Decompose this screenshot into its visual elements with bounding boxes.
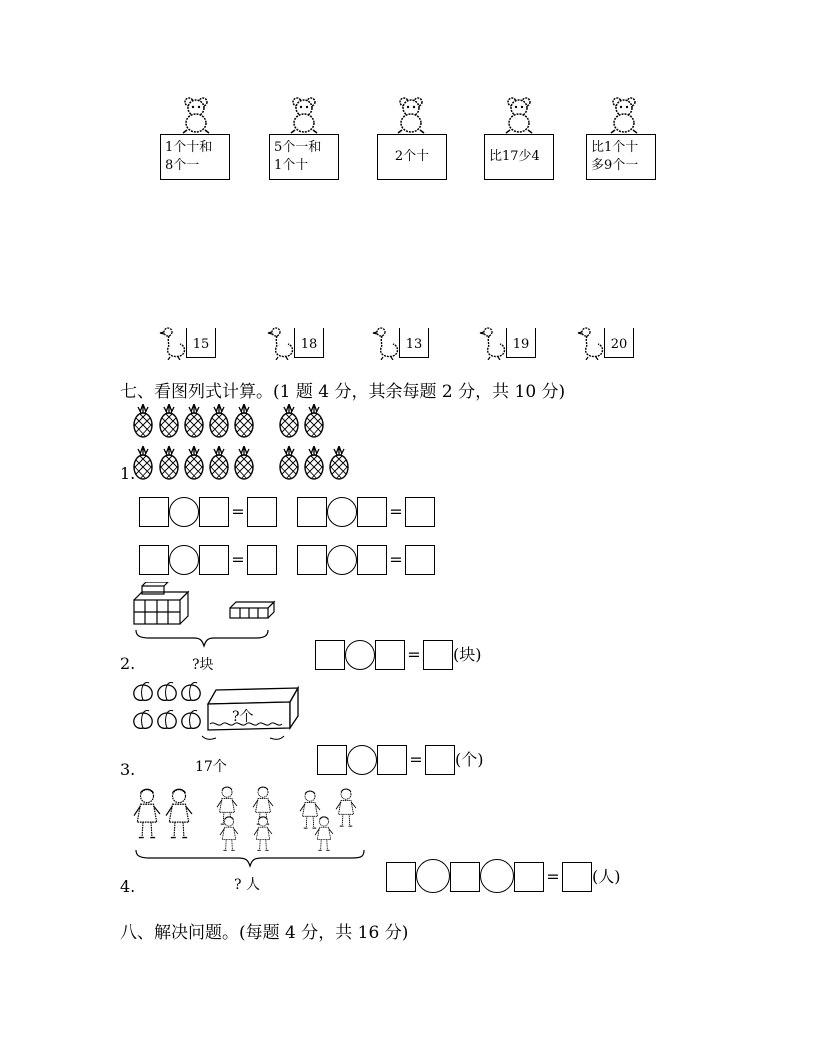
match-card: [484, 134, 554, 180]
section-7-heading: 七、看图列式计算。(1 题 4 分，其余每题 2 分，共 10 分): [120, 382, 566, 402]
match-card: [586, 134, 656, 180]
answer-box[interactable]: [405, 497, 435, 527]
answer-box[interactable]: [375, 640, 405, 670]
section-8-heading: 八、解决问题。(每题 4 分，共 16 分): [120, 923, 409, 943]
answer-box[interactable]: [199, 497, 229, 527]
unit-label: (块): [453, 645, 482, 664]
operator-circle[interactable]: [345, 640, 375, 670]
number-box: 15: [186, 328, 216, 358]
duck-number-item: [371, 326, 443, 362]
unit-label: (个): [455, 750, 484, 769]
bear-icon: [498, 94, 540, 134]
duck-icon: [576, 326, 606, 360]
answer-box[interactable]: [386, 862, 416, 892]
duck-number-item: [576, 326, 648, 362]
card-line: 1个十: [274, 158, 309, 173]
equals-sign: =: [389, 502, 403, 521]
equals-sign: =: [409, 750, 423, 769]
peaches-illustration: [130, 680, 310, 744]
equation-row: [139, 497, 277, 527]
question-number: 2.: [120, 654, 136, 673]
bear-icon: [283, 94, 325, 134]
equation-row: [315, 640, 482, 670]
operator-circle[interactable]: [480, 859, 514, 893]
match-card: [377, 134, 447, 180]
pineapple-icon: [130, 402, 360, 484]
duck-number-item: [158, 326, 230, 362]
equals-sign: =: [546, 867, 560, 886]
equals-sign: =: [407, 645, 421, 664]
card-line: 8个一: [165, 158, 200, 173]
match-card: [269, 134, 339, 180]
card-line: 比1个十: [591, 140, 639, 155]
answer-box[interactable]: [317, 745, 347, 775]
answer-box[interactable]: [377, 745, 407, 775]
duck-icon: [371, 326, 401, 360]
answer-box[interactable]: [514, 862, 544, 892]
equation-row: [386, 862, 621, 892]
operator-circle[interactable]: [327, 497, 357, 527]
duck-number-item: [266, 326, 338, 362]
answer-box[interactable]: [247, 497, 277, 527]
operator-circle[interactable]: [416, 859, 450, 893]
answer-box[interactable]: [357, 497, 387, 527]
answer-box[interactable]: [450, 862, 480, 892]
unit-label: (人): [592, 867, 621, 886]
brace-label: ?块: [192, 657, 214, 673]
number-box: 19: [506, 328, 536, 358]
operator-circle[interactable]: [327, 545, 357, 575]
bear-icon: [390, 94, 432, 134]
number-box: 13: [399, 328, 429, 358]
equals-sign: =: [389, 550, 403, 569]
answer-box[interactable]: [562, 862, 592, 892]
answer-box[interactable]: [139, 497, 169, 527]
question-number: 4.: [120, 877, 136, 896]
bear-icon: [603, 94, 645, 134]
duck-icon: [266, 326, 296, 360]
card-line: 多9个一: [591, 158, 639, 173]
equals-sign: =: [231, 550, 245, 569]
equation-row: [317, 745, 484, 775]
card-line: 比17少4: [489, 149, 540, 164]
bear-icon: [175, 94, 217, 134]
operator-circle[interactable]: [169, 545, 199, 575]
equation-row: [139, 545, 277, 575]
equation-row: [297, 545, 435, 575]
answer-box[interactable]: [297, 545, 327, 575]
answer-box[interactable]: [315, 640, 345, 670]
duck-icon: [158, 326, 188, 360]
equation-row: [297, 497, 435, 527]
question-number: 1.: [120, 464, 136, 483]
answer-box[interactable]: [297, 497, 327, 527]
brace-label: 17个: [195, 759, 227, 775]
children-illustration: [130, 786, 370, 870]
answer-box[interactable]: [423, 640, 453, 670]
card-line: 2个十: [394, 149, 430, 164]
answer-box[interactable]: [199, 545, 229, 575]
operator-circle[interactable]: [347, 745, 377, 775]
number-box: 18: [294, 328, 324, 358]
operator-circle[interactable]: [169, 497, 199, 527]
answer-box[interactable]: [357, 545, 387, 575]
question-number: 3.: [120, 760, 136, 779]
card-line: 1个十和: [165, 140, 213, 155]
number-box: 20: [604, 328, 634, 358]
equals-sign: =: [231, 502, 245, 521]
duck-icon: [478, 326, 508, 360]
brace-label: ? 人: [234, 877, 260, 893]
answer-box[interactable]: [247, 545, 277, 575]
answer-box[interactable]: [139, 545, 169, 575]
answer-box[interactable]: [425, 745, 455, 775]
duck-number-item: [478, 326, 550, 362]
match-card: [160, 134, 230, 180]
answer-box[interactable]: [405, 545, 435, 575]
box-label: ?个: [232, 709, 254, 725]
card-line: 5个一和: [274, 140, 322, 155]
blocks-illustration: [130, 582, 280, 650]
